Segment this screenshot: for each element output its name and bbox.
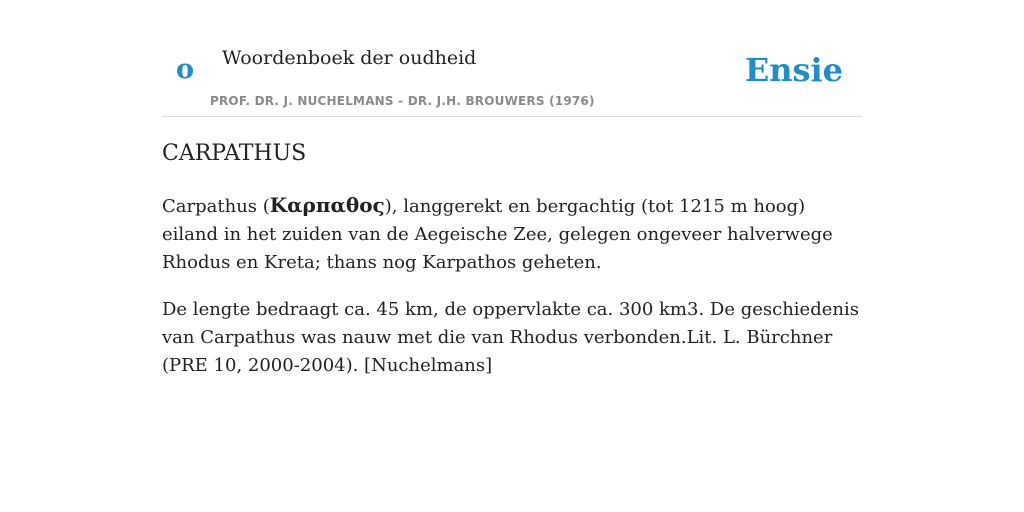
ensie-logo-link[interactable]: Ensie [744,51,843,89]
book-authors: PROF. DR. J. NUCHELMANS - DR. J.H. BROUWERS (1976) [210,94,595,108]
paragraph-1-text-after: ), langgerekt en bergachtig (tot 1215 m hoog) eiland in het zuiden van de Aegeische Zee, gelegen ongeveer halverwege Rhodus en Kreta; thans nog Karpathos geheten. [162,196,833,273]
greek-term: Καρπαθος [269,193,385,217]
book-title[interactable]: Woordenboek der oudheid [222,47,477,69]
paragraph-1-text-before: Carpathus ( [162,196,270,217]
article-paragraph-2: De lengte bedraagt ca. 45 km, de oppervlakte ca. 300 km3. De geschiedenis van Carpathus was nauw met die van Rhodus verbonden.Lit. L. Bürchner (PRE 10, 2000-2004). [Nuchelmans] [162,299,859,376]
book-logo-letter[interactable]: o [176,54,195,85]
article [162,138,866,380]
article-paragraph-1 [162,191,866,277]
lemma-title: CARPATHUS [162,141,307,166]
book-header [162,0,862,117]
